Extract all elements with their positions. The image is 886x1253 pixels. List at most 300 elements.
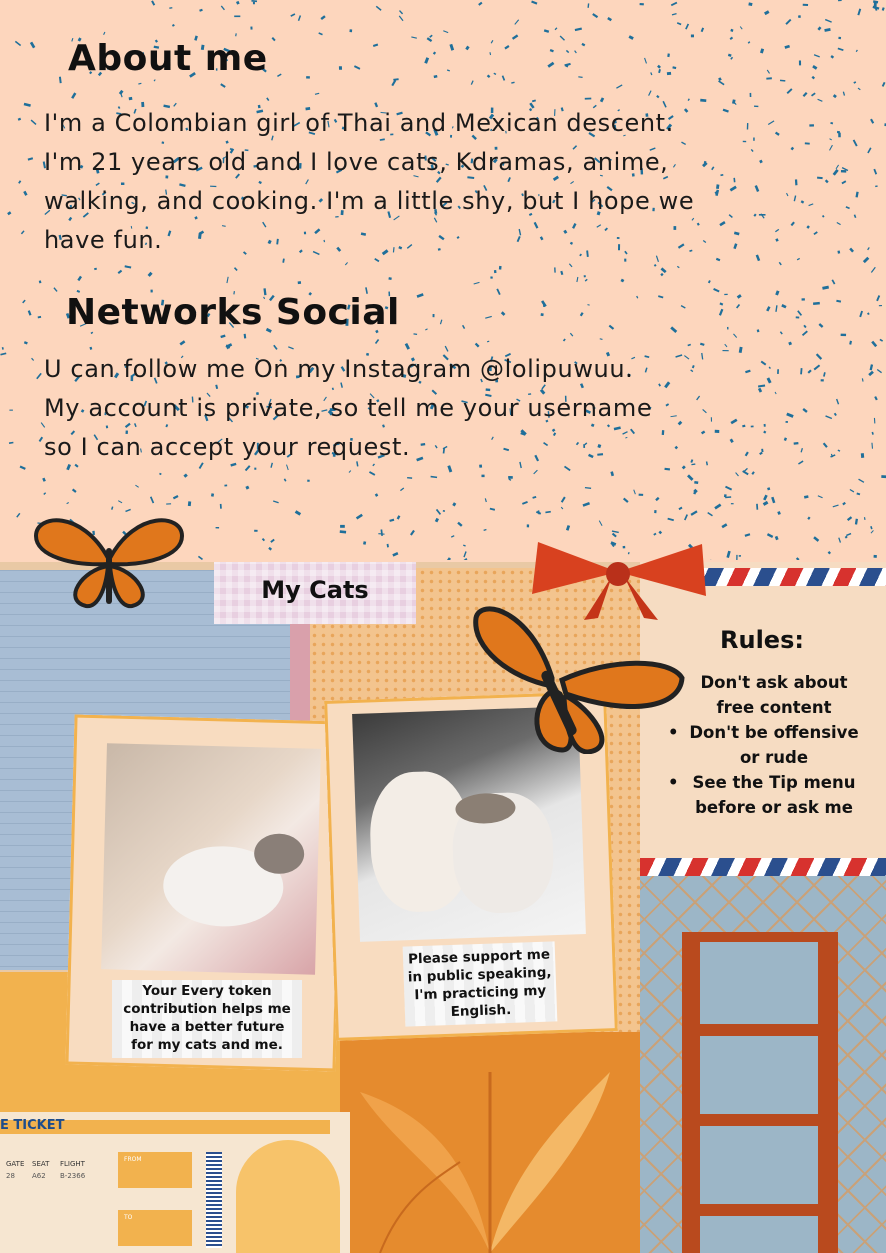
speckle [220,83,226,88]
about-me-text [44,104,814,260]
speckle [547,62,554,68]
speckle [511,82,515,84]
speckle [18,180,21,184]
speckle [254,530,257,532]
speckle [447,69,450,71]
speckle [654,510,656,513]
speckle [31,120,37,126]
speckle [787,88,793,94]
speckle [824,28,830,32]
speckle [870,119,874,124]
speckle [858,88,861,91]
speckle [763,495,768,501]
speckle [867,312,870,315]
speckle [514,19,519,24]
speckle [700,99,706,102]
speckle [818,323,823,328]
speckle [16,513,20,518]
speckle [431,476,438,478]
speckle [736,304,740,309]
speckle [874,396,878,400]
speckle [434,75,438,78]
caption-2 [399,945,561,1023]
speckle [235,33,237,36]
speckle [725,486,732,491]
film-bar [700,1204,818,1216]
speckle [349,29,352,32]
caption-1 [112,982,302,1054]
speckle [849,248,854,253]
speckle [836,300,841,303]
speckle [53,287,57,292]
speckle [667,53,670,57]
speckle [737,294,742,299]
speckle [796,316,800,318]
speckle [788,342,792,346]
speckle [234,16,240,18]
speckle [833,169,839,176]
speckle [490,276,493,278]
speckle [533,470,538,475]
speckle [129,97,133,100]
speckle [730,37,734,40]
speckle [30,42,35,49]
speckle [650,72,652,75]
speckle [449,44,454,51]
speckle [399,10,403,14]
rules-list [662,670,886,820]
leaf-art-drawing [340,1032,640,1253]
speckle [111,506,113,509]
speckle [508,476,513,479]
speckle [389,519,394,522]
speckle [485,316,492,319]
speckle [862,378,864,381]
speckle [874,418,875,424]
speckle [812,76,816,80]
speckle [718,80,724,85]
cat-photo-1 [101,743,321,975]
rule-line: before or ask me [695,798,853,817]
caption-line: for my cats and me. [131,1037,283,1053]
speckle [585,98,592,100]
social-line: U can follow me On my Instagram @lolipuwuu. [44,355,634,383]
speckle [870,364,874,370]
speckle [718,77,722,81]
speckle [393,78,398,80]
rule-line: See the Tip menu [692,773,856,792]
about-line: walking, and cooking. I'm a little shy, but I hope we [44,187,695,215]
about-line: I'm a Colombian girl of Thai and Mexican descent. [44,109,674,137]
speckle [457,522,462,527]
speckle [429,35,433,38]
speckle [764,10,769,15]
speckle [585,279,588,282]
speckle [391,80,396,87]
speckle [803,4,808,6]
speckle [576,277,578,282]
speckle [28,310,32,315]
speckle [691,35,694,38]
speckle [39,280,42,283]
speckle [713,288,719,292]
speckle [821,379,824,381]
speckle [767,533,773,538]
speckle [661,267,667,273]
speckle [687,474,694,481]
ticket-title: E TICKET [0,1118,65,1133]
speckle [166,503,171,504]
speckle [838,133,841,138]
speckle [485,498,487,502]
speckle [879,305,882,306]
speckle [541,313,544,316]
speckle [531,1,537,5]
speckle [873,169,877,175]
speckle [708,280,711,283]
speckle [838,0,842,1]
speckle [575,27,582,31]
speckle [853,140,858,147]
speckle [735,472,739,476]
speckle [672,66,676,69]
speckle [748,41,751,44]
speckle [2,347,4,350]
speckle [678,507,682,510]
speckle [72,489,77,493]
speckle [845,536,848,539]
speckle [657,65,661,69]
speckle [600,97,604,102]
speckle [288,346,294,349]
speckle [802,330,808,336]
speckle [234,267,238,271]
speckle [435,518,439,523]
speckle [838,450,841,452]
speckle [814,364,821,370]
speckle [550,49,554,52]
speckle [440,320,443,325]
speckle [502,75,505,80]
speckle [221,6,225,11]
speckle [859,311,863,317]
speckle [443,510,445,512]
speckle [376,6,382,11]
speckle [854,214,857,218]
speckle [610,471,614,476]
speckle [836,399,839,405]
speckle [499,266,502,270]
speckle [28,157,33,160]
speckle [785,19,791,25]
speckle [825,179,829,183]
speckle [583,502,590,507]
speckle [687,344,691,347]
speckle [707,512,713,516]
speckle [775,305,777,312]
speckle [173,495,179,499]
speckle [847,516,852,521]
rule-line: or rude [739,748,809,767]
speckle [220,335,225,339]
speckle [858,479,864,483]
speckle [226,277,228,283]
rule-line: free content [716,698,832,717]
speckle [462,558,468,560]
speckle [816,353,822,359]
speckle [392,552,398,557]
ticket-illustration [236,1140,340,1253]
speckle [763,501,769,506]
speckle [320,15,325,20]
speckle [487,341,489,343]
speckle [373,44,378,48]
about-me-title: About me [68,38,268,79]
speckle [584,275,586,277]
speckle [481,475,484,478]
speckle [555,27,558,30]
speckle [881,475,886,478]
speckle [345,262,348,265]
speckle [216,527,220,528]
speckle [817,26,821,30]
speckle [0,352,6,355]
speckle [483,529,486,531]
speckle [777,511,781,515]
speckle [9,410,13,411]
speckle [561,507,563,510]
speckle [585,487,591,489]
speckle [563,338,566,341]
speckle [775,290,779,295]
rule-item [662,770,886,820]
speckle [560,271,563,275]
speckle [807,517,810,520]
rules-title: Rules: [720,626,804,654]
speckle [306,76,310,79]
speckle [779,262,782,265]
speckle [766,77,772,79]
speckle [270,539,275,543]
speckle [767,70,770,74]
speckle [569,263,573,267]
speckle [397,515,401,519]
speckle [250,27,252,30]
speckle [463,551,466,557]
speckle [648,90,652,96]
speckle [771,497,775,504]
speckle [266,97,269,101]
speckle [664,468,670,471]
speckle [784,45,790,49]
speckle [295,510,301,515]
speckle [198,556,203,560]
speckle [354,65,360,69]
speckle [879,339,883,342]
speckle [38,316,42,318]
speckle [66,502,69,504]
speckle [833,504,839,507]
speckle [799,61,801,66]
speckle [262,538,265,541]
speckle [356,514,363,520]
ticket-from-label: FROM [124,1156,142,1163]
speckle [494,270,497,273]
speckle [748,2,752,6]
speckle [660,273,663,276]
speckle [245,486,249,490]
speckle [471,80,474,85]
speckle [871,443,873,449]
speckle [817,177,823,179]
speckle [211,493,214,496]
speckle [654,264,657,267]
speckle [856,493,860,496]
speckle [363,541,366,544]
speckle [501,311,506,316]
speckle [829,138,832,140]
butterfly-icon [470,598,686,754]
speckle [172,24,175,27]
speckle [496,289,500,295]
speckle [94,268,97,270]
speckle [636,296,638,299]
ticket-seat-label: SEAT [32,1160,50,1168]
speckle [411,36,417,38]
speckle [856,50,858,53]
speckle [424,57,429,64]
caption-line: Your Every token [142,983,272,999]
speckle [875,185,878,187]
speckle [487,75,491,79]
speckle [620,279,624,283]
speckle [151,0,155,5]
about-line: I'm 21 years old and I love cats, Kdramas, anime, [44,148,669,176]
speckle [599,520,603,526]
speckle [727,327,729,330]
speckle [273,500,279,503]
speckle [724,294,727,295]
speckle [298,15,301,21]
speckle [148,272,153,277]
social-line: My account is private, so tell me your username [44,394,653,422]
social-line: so I can accept your request. [44,433,411,461]
speckle [672,13,677,15]
speckle [767,487,770,490]
speckle [251,0,257,2]
speckle [822,286,829,290]
bullet-icon: • [668,723,679,742]
speckle [150,496,154,503]
speckle [179,340,185,345]
speckle [849,341,852,345]
bullet-icon: • [668,773,679,792]
speckle [832,279,836,284]
film-bar [700,1024,818,1036]
speckle [39,437,43,442]
speckle [838,37,841,39]
caption-line: in public speaking, [407,964,552,986]
speckle [581,43,585,47]
speckle [340,525,345,528]
speckle [18,118,21,121]
speckle [607,17,612,21]
speckle [656,95,659,98]
speckle [315,93,319,95]
speckle [836,165,839,169]
speckle [813,231,817,235]
speckle [677,22,682,25]
speckle [188,501,191,506]
speckle [463,545,466,547]
speckle [877,369,882,373]
speckle [744,468,748,472]
speckle [254,468,256,470]
speckle [369,471,375,476]
speckle [452,502,456,506]
speckle [103,32,105,35]
speckle [871,267,876,273]
speckle [490,508,495,511]
speckle [736,555,737,560]
speckle [677,266,680,268]
speckle [872,432,874,435]
speckle [855,192,858,198]
speckle [244,334,247,339]
speckle [846,206,850,209]
speckle [745,533,751,537]
speckle [830,55,834,59]
speckle [870,526,872,529]
speckle [628,35,633,40]
speckle [853,81,856,83]
speckle [817,99,822,102]
speckle [236,1,240,5]
speckle [253,2,255,4]
collage [0,562,886,1253]
speckle [802,298,805,300]
speckle [375,493,378,497]
speckle [837,250,840,253]
speckle-texture [0,0,886,560]
speckle [587,304,589,306]
speckle [545,511,551,513]
speckle [882,7,885,11]
speckle [781,304,786,308]
speckle [740,26,743,29]
speckle [284,478,287,481]
speckle [685,24,689,30]
speckle [290,13,295,17]
speckle [739,555,741,557]
speckle [823,372,826,377]
speckle [803,325,806,328]
ticket-to-label: TO [124,1214,133,1221]
speckle [340,530,347,533]
speckle [670,326,677,333]
rule-item [662,720,886,770]
speckle [399,16,404,22]
speckle [474,282,480,285]
speckle [489,52,491,55]
speckle [31,358,34,361]
speckle [830,454,835,457]
my-cats-label: My Cats [261,576,369,604]
speckle [36,373,42,379]
speckle [443,30,448,33]
speckle [554,267,556,272]
speckle [570,333,573,337]
